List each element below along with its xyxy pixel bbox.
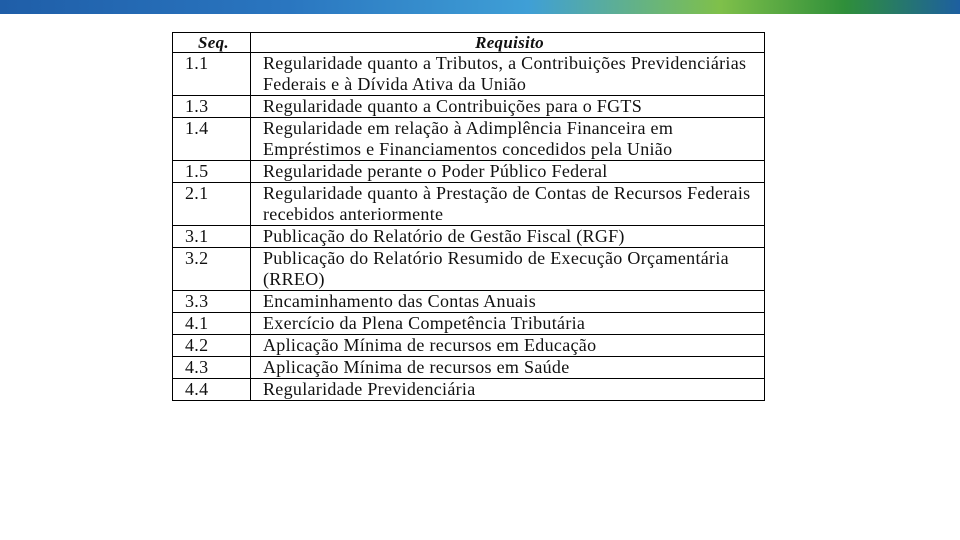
- cell-requirement: Regularidade quanto a Contribuições para o FGTS: [251, 96, 765, 118]
- header-seq: Seq.: [173, 33, 251, 53]
- cell-seq: 3.3: [173, 291, 251, 313]
- top-decorative-band: [0, 0, 960, 14]
- table-header-row: [173, 33, 765, 53]
- cell-seq: 3.1: [173, 226, 251, 248]
- table-row: [173, 118, 765, 161]
- table-row: [173, 313, 765, 335]
- header-requirement: Requisito: [251, 33, 765, 53]
- table-row: [173, 96, 765, 118]
- cell-seq: 1.5: [173, 161, 251, 183]
- cell-seq: 4.3: [173, 357, 251, 379]
- cell-requirement: Aplicação Mínima de recursos em Saúde: [251, 357, 765, 379]
- cell-requirement: Regularidade quanto a Tributos, a Contribuições Previdenciárias Federais e à Dívida Ativa da União: [251, 53, 765, 96]
- table-row: [173, 226, 765, 248]
- cell-requirement: Regularidade em relação à Adimplência Financeira em Empréstimos e Financiamentos concedidos pela União: [251, 118, 765, 161]
- cell-requirement: Encaminhamento das Contas Anuais: [251, 291, 765, 313]
- cell-requirement: Aplicação Mínima de recursos em Educação: [251, 335, 765, 357]
- cell-requirement: Regularidade quanto à Prestação de Contas de Recursos Federais recebidos anteriormente: [251, 183, 765, 226]
- cell-seq: 1.1: [173, 53, 251, 96]
- cell-requirement: Regularidade Previdenciária: [251, 379, 765, 401]
- table-row: [173, 379, 765, 401]
- table-row: [173, 161, 765, 183]
- cell-requirement: Exercício da Plena Competência Tributária: [251, 313, 765, 335]
- requirements-table-container: [172, 32, 764, 401]
- cell-seq: 4.4: [173, 379, 251, 401]
- table-row: [173, 53, 765, 96]
- cell-requirement: Publicação do Relatório Resumido de Execução Orçamentária (RREO): [251, 248, 765, 291]
- cell-requirement: Publicação do Relatório de Gestão Fiscal (RGF): [251, 226, 765, 248]
- requirements-table: [172, 32, 765, 401]
- table-row: [173, 335, 765, 357]
- cell-seq: 4.2: [173, 335, 251, 357]
- table-row: [173, 248, 765, 291]
- cell-seq: 1.4: [173, 118, 251, 161]
- cell-seq: 3.2: [173, 248, 251, 291]
- cell-requirement: Regularidade perante o Poder Público Federal: [251, 161, 765, 183]
- table-row: [173, 183, 765, 226]
- table-row: [173, 291, 765, 313]
- cell-seq: 2.1: [173, 183, 251, 226]
- table-row: [173, 357, 765, 379]
- cell-seq: 1.3: [173, 96, 251, 118]
- cell-seq: 4.1: [173, 313, 251, 335]
